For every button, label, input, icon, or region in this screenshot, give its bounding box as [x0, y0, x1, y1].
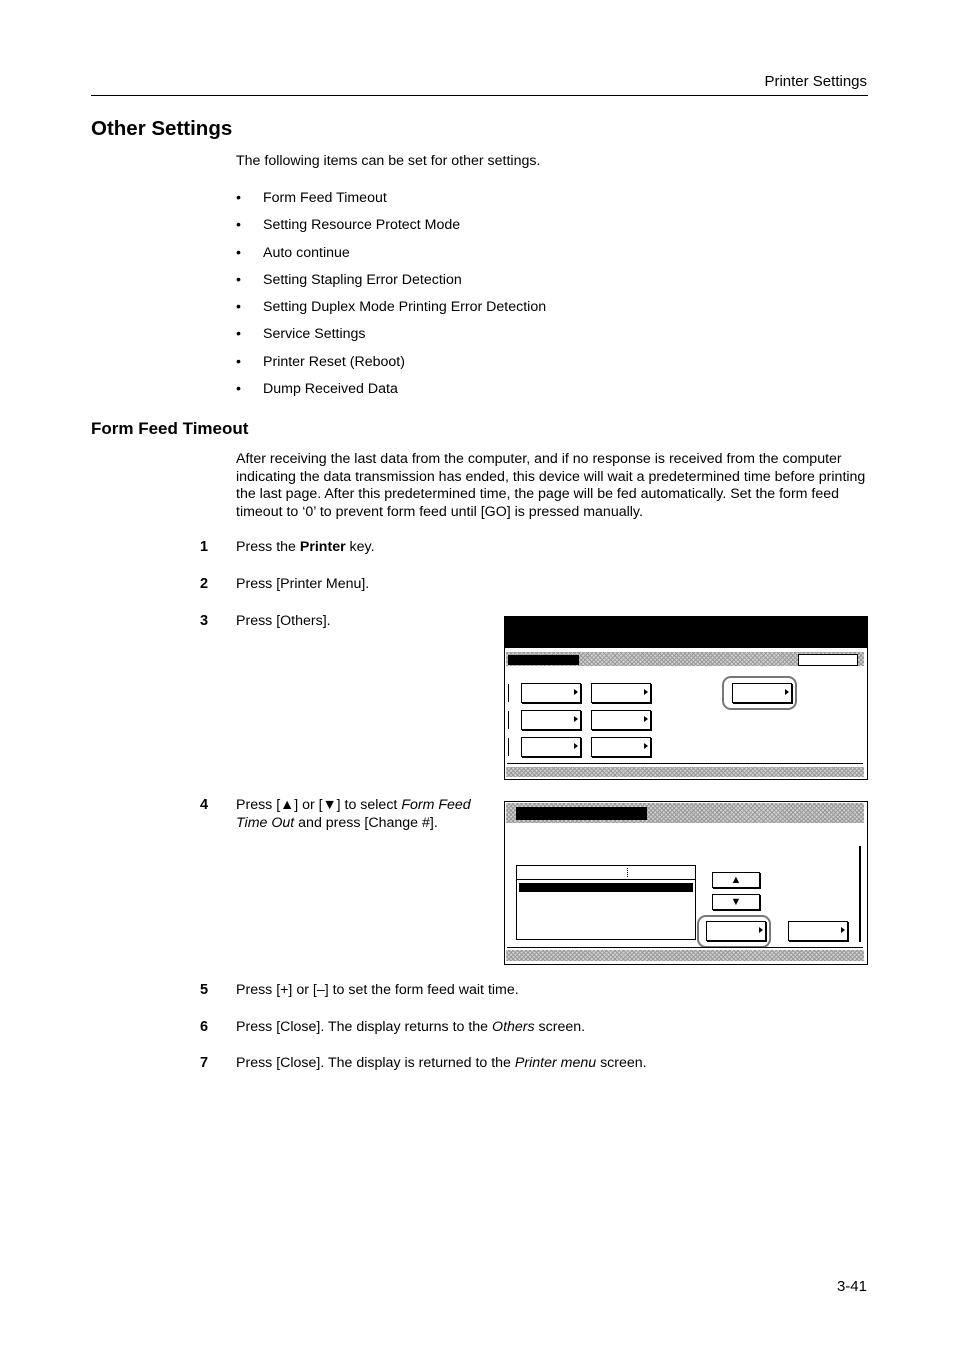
scroll-down-button[interactable]	[712, 894, 760, 910]
selected-row-form-feed-time-out[interactable]	[519, 883, 693, 892]
settings-list	[236, 190, 546, 408]
down-arrow-icon: ▼	[730, 896, 742, 908]
section-title: Form Feed Timeout	[91, 419, 249, 438]
list-item: • Setting Duplex Mode Printing Error Detection	[236, 299, 547, 316]
step-text: Press [Close]. The display is returned to the Printer menu screen.	[236, 1055, 647, 1071]
list-item: • Form Feed Timeout	[236, 190, 387, 206]
step-number: 4	[200, 797, 209, 813]
step-text: Press [▲] or [▼] to select Form Feed Time Out and press [Change #].	[236, 797, 471, 831]
step-text: Press [Close]. The display returns to the Others screen.	[236, 1019, 586, 1035]
list-item: • Printer Reset (Reboot)	[236, 353, 405, 370]
step-text: Press [+] or [–] to set the form feed wait time.	[236, 982, 519, 998]
step-number: 6	[200, 1019, 209, 1035]
bullet: •	[236, 190, 241, 206]
page-title: Other Settings	[91, 117, 233, 140]
screen-title-label	[516, 807, 647, 820]
step-text: Press [Printer Menu].	[236, 576, 370, 592]
menu-button[interactable]	[521, 737, 581, 757]
up-arrow-icon: ▲	[280, 797, 295, 813]
step-number: 2	[200, 576, 209, 592]
bullet: •	[236, 271, 241, 288]
close-button[interactable]	[788, 921, 848, 941]
menu-button[interactable]	[591, 737, 651, 757]
bullet: •	[236, 326, 241, 343]
form-feed-screen-illustration	[504, 801, 868, 965]
list-item: • Auto continue	[236, 244, 350, 261]
bullet: •	[236, 353, 241, 370]
list-item: • Setting Resource Protect Mode	[236, 217, 461, 234]
section-paragraph: After receiving the last data from the computer, and if no response is received from the computer indicating the data transmission has ended, this device will wait a predetermined time before printing the last page. After this predetermined time, the page will be fed automatically. Set the form feed timeout to ‘0’ to prevent form feed until [GO] is pressed manually.	[236, 451, 866, 520]
menu-button[interactable]	[591, 683, 651, 703]
menu-button[interactable]	[591, 710, 651, 730]
list-item: • Dump Received Data	[236, 381, 398, 398]
up-arrow-icon: ▲	[730, 874, 742, 886]
list-item: • Setting Stapling Error Detection	[236, 271, 462, 288]
step-number: 7	[200, 1055, 209, 1071]
close-button[interactable]	[798, 654, 858, 666]
bullet: •	[236, 217, 241, 234]
screen-tab-label	[508, 655, 579, 665]
bullet: •	[236, 299, 241, 316]
screen-footer-bar	[506, 950, 864, 961]
step-number: 1	[200, 539, 209, 555]
scroll-up-button[interactable]	[712, 872, 760, 888]
highlight-ring	[697, 915, 771, 948]
list-item: • Service Settings	[236, 326, 366, 343]
bullet: •	[236, 244, 241, 261]
step-text: Press the Printer key.	[236, 539, 375, 555]
screen-title-bar	[505, 617, 867, 648]
running-header: Printer Settings	[764, 73, 867, 90]
others-screen-illustration	[504, 616, 868, 780]
menu-button[interactable]	[521, 683, 581, 703]
step-number: 3	[200, 613, 209, 629]
screen-footer-bar	[506, 767, 864, 777]
highlight-ring	[722, 676, 797, 710]
step-number: 5	[200, 982, 209, 998]
header-rule	[91, 95, 868, 96]
bullet: •	[236, 381, 241, 398]
down-arrow-icon: ▼	[322, 797, 337, 813]
menu-button[interactable]	[521, 710, 581, 730]
intro-text: The following items can be set for other settings.	[236, 153, 541, 169]
settings-listbox[interactable]	[516, 865, 696, 940]
step-text: Press [Others].	[236, 613, 331, 629]
page-number: 3-41	[836, 1278, 867, 1295]
